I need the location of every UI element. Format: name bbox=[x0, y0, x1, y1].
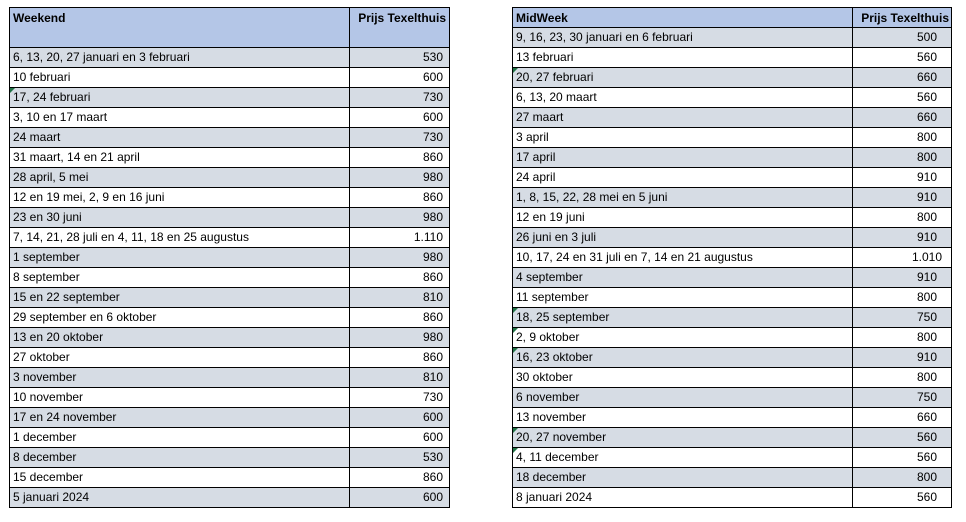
cell-comment-indicator-icon bbox=[513, 328, 518, 333]
midweek-table-row bbox=[513, 108, 952, 128]
midweek-period-cell[interactable] bbox=[513, 488, 853, 508]
weekend-price-cell[interactable]: 860 bbox=[350, 268, 450, 288]
midweek-table-row bbox=[513, 488, 952, 508]
weekend-period-cell[interactable] bbox=[10, 228, 350, 248]
midweek-price-cell[interactable]: 800 bbox=[853, 208, 952, 228]
midweek-header-row bbox=[513, 8, 952, 28]
weekend-period-text: 27 oktober bbox=[13, 350, 70, 364]
weekend-table-row bbox=[10, 448, 450, 468]
weekend-period-text: 10 november bbox=[13, 390, 84, 404]
midweek-price-cell[interactable]: 560 bbox=[853, 448, 952, 468]
weekend-price-cell[interactable]: 860 bbox=[350, 348, 450, 368]
weekend-table-row bbox=[10, 368, 450, 388]
weekend-price-table bbox=[9, 7, 450, 508]
midweek-price-table bbox=[512, 7, 952, 508]
midweek-price-cell[interactable]: 800 bbox=[853, 368, 952, 388]
weekend-price-cell[interactable]: 980 bbox=[350, 328, 450, 348]
midweek-price-cell[interactable]: 910 bbox=[853, 168, 952, 188]
midweek-period-text: 12 en 19 juni bbox=[516, 210, 585, 224]
weekend-table-row bbox=[10, 148, 450, 168]
weekend-period-cell[interactable] bbox=[10, 88, 350, 108]
weekend-table-row bbox=[10, 68, 450, 88]
midweek-period-text: 3 april bbox=[516, 130, 549, 144]
midweek-price-cell[interactable]: 660 bbox=[853, 108, 952, 128]
midweek-period-cell[interactable] bbox=[513, 468, 853, 488]
weekend-period-text: 12 en 19 mei, 2, 9 en 16 juni bbox=[13, 190, 165, 204]
midweek-period-cell[interactable] bbox=[513, 228, 853, 248]
midweek-price-cell[interactable]: 800 bbox=[853, 128, 952, 148]
weekend-price-cell[interactable]: 810 bbox=[350, 368, 450, 388]
weekend-table-row bbox=[10, 228, 450, 248]
weekend-period-text: 8 december bbox=[13, 450, 77, 464]
midweek-table-row bbox=[513, 48, 952, 68]
midweek-period-cell[interactable] bbox=[513, 328, 853, 348]
midweek-period-cell[interactable] bbox=[513, 448, 853, 468]
weekend-price-cell[interactable]: 530 bbox=[350, 48, 450, 68]
weekend-period-text: 17 en 24 november bbox=[13, 410, 117, 424]
midweek-table-row bbox=[513, 28, 952, 48]
midweek-period-cell[interactable] bbox=[513, 208, 853, 228]
midweek-period-cell[interactable] bbox=[513, 28, 853, 48]
midweek-period-cell[interactable] bbox=[513, 408, 853, 428]
midweek-price-cell[interactable]: 800 bbox=[853, 148, 952, 168]
weekend-price-cell[interactable]: 730 bbox=[350, 388, 450, 408]
weekend-period-cell[interactable] bbox=[10, 248, 350, 268]
midweek-period-text: 11 september bbox=[516, 290, 589, 304]
weekend-period-cell[interactable] bbox=[10, 408, 350, 428]
midweek-table-row bbox=[513, 428, 952, 448]
midweek-table-row bbox=[513, 448, 952, 468]
midweek-header-label[interactable]: MidWeek bbox=[513, 8, 853, 28]
weekend-period-cell[interactable] bbox=[10, 188, 350, 208]
weekend-price-cell[interactable]: 600 bbox=[350, 108, 450, 128]
midweek-price-cell[interactable]: 560 bbox=[853, 48, 952, 68]
weekend-table-row bbox=[10, 48, 450, 68]
weekend-period-cell[interactable] bbox=[10, 208, 350, 228]
weekend-period-text: 3, 10 en 17 maart bbox=[13, 110, 108, 124]
weekend-period-text: 15 december bbox=[13, 470, 84, 484]
midweek-period-text: 1, 8, 15, 22, 28 mei en 5 juni bbox=[516, 190, 668, 204]
weekend-table-row bbox=[10, 188, 450, 208]
weekend-price-cell[interactable]: 730 bbox=[350, 128, 450, 148]
midweek-period-text: 13 november bbox=[516, 410, 587, 424]
weekend-price-cell[interactable]: 600 bbox=[350, 428, 450, 448]
weekend-price-cell[interactable]: 730 bbox=[350, 88, 450, 108]
midweek-table-row bbox=[513, 68, 952, 88]
midweek-price-cell[interactable]: 660 bbox=[853, 408, 952, 428]
midweek-period-text: 18, 25 september bbox=[516, 310, 610, 324]
midweek-period-text: 18 december bbox=[516, 470, 587, 484]
weekend-period-text: 24 maart bbox=[13, 130, 61, 144]
weekend-period-text: 5 januari 2024 bbox=[13, 490, 90, 504]
weekend-period-text: 23 en 30 juni bbox=[13, 210, 82, 224]
weekend-period-cell[interactable] bbox=[10, 368, 350, 388]
weekend-table-row bbox=[10, 128, 450, 148]
midweek-price-cell[interactable]: 500 bbox=[853, 28, 952, 48]
midweek-period-cell[interactable] bbox=[513, 308, 853, 328]
weekend-price-cell[interactable]: 860 bbox=[350, 468, 450, 488]
weekend-period-cell[interactable] bbox=[10, 448, 350, 468]
midweek-price-cell[interactable]: 660 bbox=[853, 68, 952, 88]
midweek-period-cell[interactable] bbox=[513, 428, 853, 448]
weekend-price-cell[interactable]: 1.110 bbox=[350, 228, 450, 248]
midweek-price-cell[interactable]: 800 bbox=[853, 328, 952, 348]
midweek-period-cell[interactable] bbox=[513, 368, 853, 388]
weekend-period-cell[interactable] bbox=[10, 428, 350, 448]
weekend-period-cell[interactable] bbox=[10, 128, 350, 148]
weekend-period-text: 29 september en 6 oktober bbox=[13, 310, 157, 324]
weekend-period-cell[interactable] bbox=[10, 68, 350, 88]
weekend-price-cell[interactable]: 600 bbox=[350, 488, 450, 508]
weekend-price-cell[interactable]: 980 bbox=[350, 168, 450, 188]
midweek-table-row bbox=[513, 408, 952, 428]
midweek-period-text: 9, 16, 23, 30 januari en 6 februari bbox=[516, 30, 693, 44]
weekend-table-row bbox=[10, 428, 450, 448]
weekend-period-text: 28 april, 5 mei bbox=[13, 170, 89, 184]
weekend-header-row bbox=[10, 8, 450, 48]
midweek-period-text: 24 april bbox=[516, 170, 556, 184]
weekend-period-cell[interactable] bbox=[10, 168, 350, 188]
weekend-table-row bbox=[10, 388, 450, 408]
weekend-header-label[interactable]: Weekend bbox=[10, 8, 350, 48]
weekend-price-cell[interactable]: 810 bbox=[350, 288, 450, 308]
weekend-table-row bbox=[10, 288, 450, 308]
weekend-table-row bbox=[10, 108, 450, 128]
midweek-price-cell[interactable]: 910 bbox=[853, 188, 952, 208]
weekend-period-cell[interactable] bbox=[10, 468, 350, 488]
midweek-period-cell[interactable] bbox=[513, 288, 853, 308]
cell-comment-indicator-icon bbox=[513, 68, 518, 73]
weekend-table-row bbox=[10, 268, 450, 288]
midweek-table-row bbox=[513, 208, 952, 228]
weekend-period-cell[interactable] bbox=[10, 288, 350, 308]
midweek-period-cell[interactable] bbox=[513, 348, 853, 368]
midweek-table-row bbox=[513, 168, 952, 188]
weekend-table-row bbox=[10, 488, 450, 508]
midweek-table-row bbox=[513, 128, 952, 148]
weekend-period-text: 17, 24 februari bbox=[13, 90, 91, 104]
midweek-period-text: 13 februari bbox=[516, 50, 574, 64]
weekend-period-text: 31 maart, 14 en 21 april bbox=[13, 150, 140, 164]
weekend-period-cell[interactable] bbox=[10, 348, 350, 368]
midweek-period-cell[interactable] bbox=[513, 68, 853, 88]
midweek-table-row bbox=[513, 148, 952, 168]
midweek-price-cell[interactable]: 910 bbox=[853, 348, 952, 368]
midweek-table-row bbox=[513, 328, 952, 348]
midweek-period-text: 17 april bbox=[516, 150, 556, 164]
weekend-table-row bbox=[10, 348, 450, 368]
midweek-period-text: 6 november bbox=[516, 390, 580, 404]
weekend-period-text: 7, 14, 21, 28 juli en 4, 11, 18 en 25 augustus bbox=[13, 230, 249, 244]
weekend-price-cell[interactable]: 860 bbox=[350, 188, 450, 208]
weekend-period-text: 1 december bbox=[13, 430, 77, 444]
midweek-price-cell[interactable]: 560 bbox=[853, 428, 952, 448]
midweek-price-cell[interactable]: 800 bbox=[853, 468, 952, 488]
weekend-period-cell[interactable] bbox=[10, 48, 350, 68]
midweek-table-row bbox=[513, 248, 952, 268]
weekend-period-cell[interactable] bbox=[10, 488, 350, 508]
cell-comment-indicator-icon bbox=[513, 448, 518, 453]
midweek-table-row bbox=[513, 308, 952, 328]
midweek-period-text: 10, 17, 24 en 31 juli en 7, 14 en 21 augustus bbox=[516, 250, 753, 264]
weekend-price-cell[interactable]: 860 bbox=[350, 308, 450, 328]
midweek-price-cell[interactable]: 910 bbox=[853, 228, 952, 248]
midweek-period-cell[interactable] bbox=[513, 128, 853, 148]
midweek-period-text: 6, 13, 20 maart bbox=[516, 90, 597, 104]
weekend-period-text: 3 november bbox=[13, 370, 77, 384]
midweek-price-cell[interactable]: 910 bbox=[853, 268, 952, 288]
midweek-period-text: 4 september bbox=[516, 270, 583, 284]
weekend-price-cell[interactable]: 860 bbox=[350, 148, 450, 168]
midweek-table-row bbox=[513, 268, 952, 288]
cell-comment-indicator-icon bbox=[10, 88, 15, 93]
weekend-period-cell[interactable] bbox=[10, 328, 350, 348]
weekend-period-text: 1 september bbox=[13, 250, 80, 264]
midweek-price-cell[interactable]: 750 bbox=[853, 388, 952, 408]
weekend-header-price[interactable]: Prijs Texelthuis bbox=[350, 8, 450, 48]
weekend-period-cell[interactable] bbox=[10, 388, 350, 408]
cell-comment-indicator-icon bbox=[513, 308, 518, 313]
weekend-period-cell[interactable] bbox=[10, 108, 350, 128]
midweek-period-text: 30 oktober bbox=[516, 370, 573, 384]
midweek-table-row bbox=[513, 288, 952, 308]
weekend-table-row bbox=[10, 168, 450, 188]
midweek-period-cell[interactable] bbox=[513, 188, 853, 208]
midweek-period-text: 20, 27 november bbox=[516, 430, 607, 444]
weekend-price-cell[interactable]: 980 bbox=[350, 208, 450, 228]
weekend-price-cell[interactable]: 600 bbox=[350, 408, 450, 428]
weekend-table-row bbox=[10, 248, 450, 268]
weekend-period-text: 8 september bbox=[13, 270, 80, 284]
midweek-table-row bbox=[513, 368, 952, 388]
midweek-table-row bbox=[513, 88, 952, 108]
weekend-period-cell[interactable] bbox=[10, 308, 350, 328]
midweek-period-cell[interactable] bbox=[513, 168, 853, 188]
weekend-table-row bbox=[10, 328, 450, 348]
weekend-period-text: 6, 13, 20, 27 januari en 3 februari bbox=[13, 50, 190, 64]
weekend-table-row bbox=[10, 408, 450, 428]
weekend-price-cell[interactable]: 600 bbox=[350, 68, 450, 88]
midweek-table-row bbox=[513, 228, 952, 248]
midweek-price-cell[interactable]: 1.010 bbox=[853, 248, 952, 268]
weekend-table-row bbox=[10, 308, 450, 328]
midweek-period-text: 20, 27 februari bbox=[516, 70, 594, 84]
midweek-price-cell[interactable]: 750 bbox=[853, 308, 952, 328]
weekend-price-cell[interactable]: 530 bbox=[350, 448, 450, 468]
cell-comment-indicator-icon bbox=[513, 348, 518, 353]
midweek-table-row bbox=[513, 388, 952, 408]
midweek-period-cell[interactable] bbox=[513, 148, 853, 168]
midweek-period-text: 27 maart bbox=[516, 110, 564, 124]
midweek-period-cell[interactable] bbox=[513, 268, 853, 288]
midweek-price-cell[interactable]: 800 bbox=[853, 288, 952, 308]
midweek-price-cell[interactable]: 560 bbox=[853, 488, 952, 508]
weekend-period-text: 15 en 22 september bbox=[13, 290, 120, 304]
weekend-table-row bbox=[10, 208, 450, 228]
weekend-table-row bbox=[10, 88, 450, 108]
midweek-table-row bbox=[513, 188, 952, 208]
weekend-price-cell[interactable]: 980 bbox=[350, 248, 450, 268]
midweek-period-text: 2, 9 oktober bbox=[516, 330, 580, 344]
midweek-period-text: 26 juni en 3 juli bbox=[516, 230, 597, 244]
midweek-table-row bbox=[513, 348, 952, 368]
weekend-table-row bbox=[10, 468, 450, 488]
weekend-period-text: 13 en 20 oktober bbox=[13, 330, 104, 344]
weekend-period-text: 10 februari bbox=[13, 70, 71, 84]
midweek-period-cell[interactable] bbox=[513, 88, 853, 108]
midweek-header-price[interactable]: Prijs Texelthuis bbox=[853, 8, 952, 28]
midweek-period-text: 8 januari 2024 bbox=[516, 490, 593, 504]
cell-comment-indicator-icon bbox=[513, 428, 518, 433]
midweek-period-text: 4, 11 december bbox=[516, 450, 599, 464]
midweek-period-cell[interactable] bbox=[513, 388, 853, 408]
midweek-price-cell[interactable]: 560 bbox=[853, 88, 952, 108]
midweek-period-cell[interactable] bbox=[513, 248, 853, 268]
midweek-period-cell[interactable] bbox=[513, 108, 853, 128]
midweek-period-text: 16, 23 oktober bbox=[516, 350, 593, 364]
weekend-period-cell[interactable] bbox=[10, 268, 350, 288]
midweek-period-cell[interactable] bbox=[513, 48, 853, 68]
midweek-table-row bbox=[513, 468, 952, 488]
weekend-period-cell[interactable] bbox=[10, 148, 350, 168]
